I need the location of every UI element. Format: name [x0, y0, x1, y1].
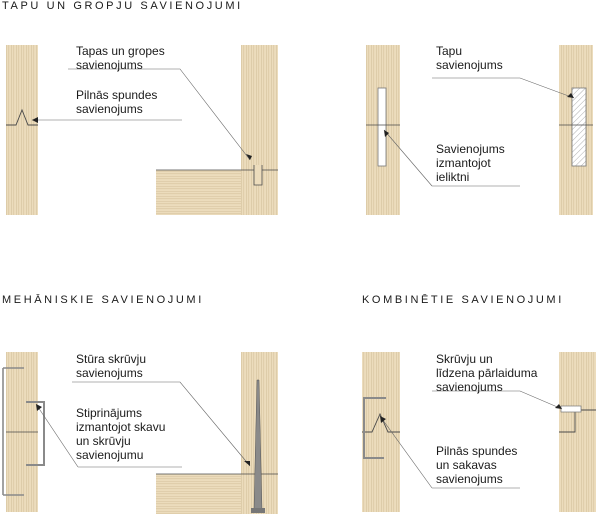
tongue-groove-board	[6, 45, 38, 215]
label-line: savienojums	[76, 102, 143, 116]
label-tapas-gropes	[76, 44, 165, 72]
label-line: ieliktni	[436, 170, 470, 184]
label-line: Pilnās spundes	[76, 88, 158, 102]
label-pilnas-spundes	[76, 88, 157, 116]
label-line: savienojums	[436, 380, 503, 394]
heading-tapu: TAPU UN GROPJU SAVIENOJUMI	[2, 0, 243, 12]
label-line: un skrūvju	[76, 434, 131, 448]
combined-board-left	[362, 352, 400, 512]
label-ieliktni	[436, 142, 505, 184]
clamp-board	[3, 352, 44, 512]
label-line: savienojums	[436, 472, 503, 486]
label-line: Savienojums	[436, 142, 505, 156]
label-line: savienojumu	[76, 448, 144, 462]
label-stiprinajums	[76, 406, 165, 462]
label-line: un sakavas	[436, 458, 497, 472]
combined-board-right	[559, 352, 596, 512]
label-tapu	[436, 44, 503, 72]
label-line: izmantojot skavu	[76, 420, 166, 434]
label-stura	[76, 352, 146, 380]
dowel-board-right	[559, 45, 593, 215]
label-line: Tapu	[436, 44, 463, 58]
label-line: Tapas un gropes	[76, 44, 165, 58]
label-line: Stiprinājums	[76, 406, 143, 420]
label-line: savienojums	[76, 366, 143, 380]
label-skruvju-parlaiduma	[436, 352, 537, 394]
label-line: izmantojot	[436, 156, 491, 170]
corner-screw-joint	[156, 352, 278, 514]
dowel-board-left	[366, 45, 400, 215]
label-line: līdzena pārlaiduma	[436, 366, 538, 380]
label-line: Pilnās spundes	[436, 444, 518, 458]
heading-mehaniskie: MEHĀNISKIE SAVIENOJUMI	[2, 294, 204, 306]
label-spundes-sakavas	[436, 444, 517, 486]
label-line: savienojums	[76, 58, 143, 72]
label-line: Skrūvju un	[436, 352, 493, 366]
heading-kombinetie: KOMBINĒTIE SAVIENOJUMI	[362, 294, 564, 306]
tongue-groove-corner	[156, 45, 278, 215]
label-line: Stūra skrūvju	[76, 352, 147, 366]
label-line: savienojums	[436, 58, 503, 72]
